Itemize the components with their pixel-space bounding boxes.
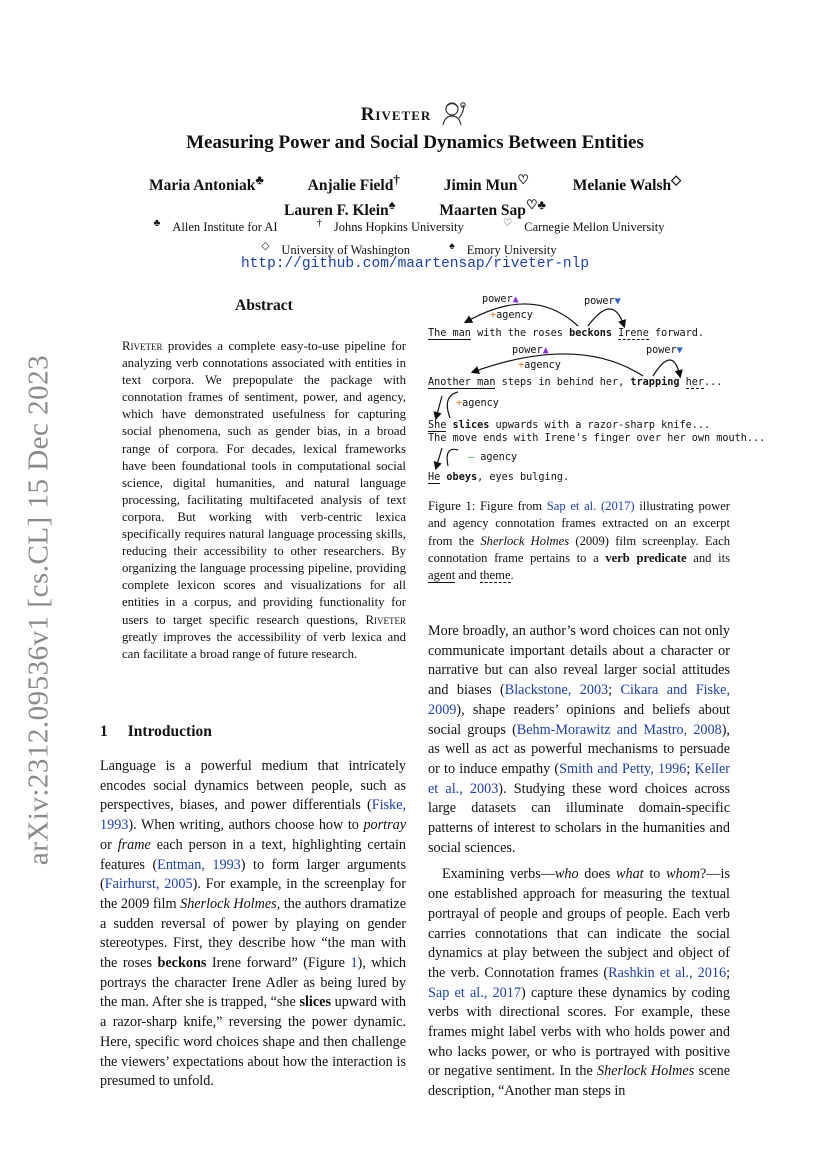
citation-link[interactable]: Behm-Morawitz and Mastro, 2008	[516, 721, 722, 738]
author: Melanie Walsh◇	[572, 172, 682, 195]
affiliation: † Johns Hopkins University	[316, 218, 464, 235]
paragraph: More broadly, an author’s word choices can not only communicate important details about a character or narrative but can also reveal larger social attitudes and biases (Blackstone, 2003; Cikara and Fiske, 2009), shape readers’ opinions and beliefs about social groups (Behm-Morawitz and Mastro, 2008), as well as act as powerful mechanisms to persuade or to induce empathy (Smith and Petty, 1996; Keller et al., 2003). Studying these word choices across large datasets can illuminate domain-specific patterns of interest to scholars in the humanities and social sciences.	[428, 623, 730, 856]
arxiv-sidebar-stamp	[14, 354, 64, 866]
author: Maarten Sap♡♣	[439, 197, 546, 220]
affiliation: ◇ University of Washington	[261, 241, 411, 258]
paragraph: Examining verbs—who does what to whom?—is one established approach for measuring the textual portrayal of people and groups of people. Each verb carries connotations that can indicate the social dynamics at play between the subject and object of the verb. Connotation frames (Rashkin et al., 2016; Sap et al., 2017) capture these dynamics by coding verbs with directional scores. For example, these frames might label verbs with who holds power and who lacks power, or who is portrayed with positive or negative sentiment. In the Sherlock Holmes scene description, “Another man steps in	[428, 866, 731, 1100]
section-heading-introduction: 1 Introduction	[100, 723, 212, 740]
citation-link[interactable]: Entman, 1993	[157, 856, 241, 873]
paper-title-block	[100, 100, 730, 154]
affiliation: ♡ Carnegie Mellon University	[502, 218, 665, 235]
figure-line-5: He obeys, eyes bulging.	[428, 472, 570, 483]
citation-link[interactable]: Blackstone, 2003	[504, 682, 609, 699]
citation-link[interactable]: Smith and Petty, 1996	[559, 760, 687, 777]
affiliation: ♣ Allen Institute for AI	[153, 218, 278, 235]
arxiv-id: arXiv:2312.09536v1 [cs.CL] 15 Dec 2023	[22, 354, 55, 866]
citation-link[interactable]: Sap et al., 2017	[428, 984, 521, 1001]
agency-label: +agency	[518, 360, 561, 371]
figure-line-3: She slices upwards with a razor-sharp knife...	[428, 420, 711, 431]
figure-1-caption: Figure 1: Figure from Sap et al. (2017) illustrating power and agency connotation frames extracted on an excerpt from the Sherlock Holmes (2009) film screenplay. Each connotation frame pertains to a verb predicate and its agent and theme.	[428, 499, 731, 583]
figure-line-4: The move ends with Irene's finger over her own mouth...	[428, 433, 766, 444]
introduction-paragraph: Language is a powerful medium that intricately encodes social dynamics between people, such as perspectives, biases, and power differentials (Fiske, 1993). When writing, authors choose how to portray or frame each person in a text, highlighting certain features (Entman, 1993) to form larger arguments (Fairhurst, 2005). For example, in the screenplay for the 2009 film Sherlock Holmes, the authors dramatize a sudden reversal of power by playing on gender stereotypes. First, they describe how “the man with the roses beckons Irene forward” (Figure 1), which portrays the character Irene Adler as being lured by the man. After she is trapped, “she slices upward with a razor-sharp knife,” reversing the power dynamic. Here, specific word choices shape and then challenge the viewers’ expectations about how the interaction is presumed to unfold.	[100, 758, 407, 1090]
citation-link[interactable]: Fairhurst, 2005	[104, 876, 193, 893]
authors-block	[100, 170, 730, 220]
figure-line-2: Another man steps in behind her, trapping her...	[428, 377, 723, 388]
power-label: power▲	[482, 294, 519, 305]
affiliations-block	[100, 214, 730, 260]
paper-title: Measuring Power and Social Dynamics Between Entities	[186, 132, 644, 153]
system-name-line	[100, 100, 730, 126]
agency-label: +agency	[490, 310, 533, 321]
agency-label: — agency	[468, 452, 518, 463]
github-url-link[interactable]: http://github.com/maartensap/riveter-nlp	[240, 256, 590, 272]
author: Jimin Mun♡	[443, 172, 529, 195]
citation-link[interactable]: Fiske, 1993	[100, 797, 406, 834]
authors-line-1	[100, 170, 730, 195]
affiliation: ♠ Emory University	[449, 241, 557, 258]
citation-link[interactable]: Sap et al. (2017)	[546, 499, 635, 513]
author: Maria Antoniak♣	[148, 172, 264, 195]
power-label: power▲	[512, 345, 549, 356]
affiliations-line-1	[100, 214, 730, 237]
abstract-heading: Abstract	[235, 297, 293, 314]
power-label: power▼	[584, 296, 621, 307]
citation-link[interactable]: Rashkin et al., 2016	[608, 964, 727, 981]
power-label: power▼	[646, 345, 683, 356]
author: Anjalie Field†	[307, 172, 400, 195]
figure-ref-link[interactable]: 1	[350, 955, 358, 972]
system-name: Riveter	[360, 104, 432, 125]
author: Lauren F. Klein♠	[284, 197, 396, 220]
agency-label: +agency	[456, 398, 499, 409]
citation-link[interactable]: Keller et al., 2003	[428, 760, 730, 797]
right-column-text	[428, 622, 730, 1102]
citation-link[interactable]: Cikara and Fiske, 2009	[428, 682, 730, 718]
riveter-logo-icon	[439, 100, 469, 126]
figure-1-connotation-frames	[428, 290, 766, 490]
figure-line-1: The man with the roses beckons Irene forward.	[428, 328, 705, 339]
abstract-text: Riveter provides a complete easy-to-use pipeline for analyzing verb connotations associated with entities in text corpora. We prepopulate the package with connotation frames of sentiment, power, and agency, which have demonstrated usefulness for capturing social phenomena, such as gender bias, in a broad range of corpora. For decades, lexical frameworks have been foundational tools in computational social science, digital humanities, and natural language processing, facilitating multifaceted analysis of text corpora. But working with verb-centric lexica specifically requires natural language processing skills, reducing their accessibility to other researchers. By organizing the language processing pipeline, providing complete lexicon scores and visualizations for all entities in a corpus, and providing functionality for users to target specific research questions, Riveter greatly improves the accessibility of verb lexica and can facilitate a broad range of future research.	[122, 339, 406, 661]
